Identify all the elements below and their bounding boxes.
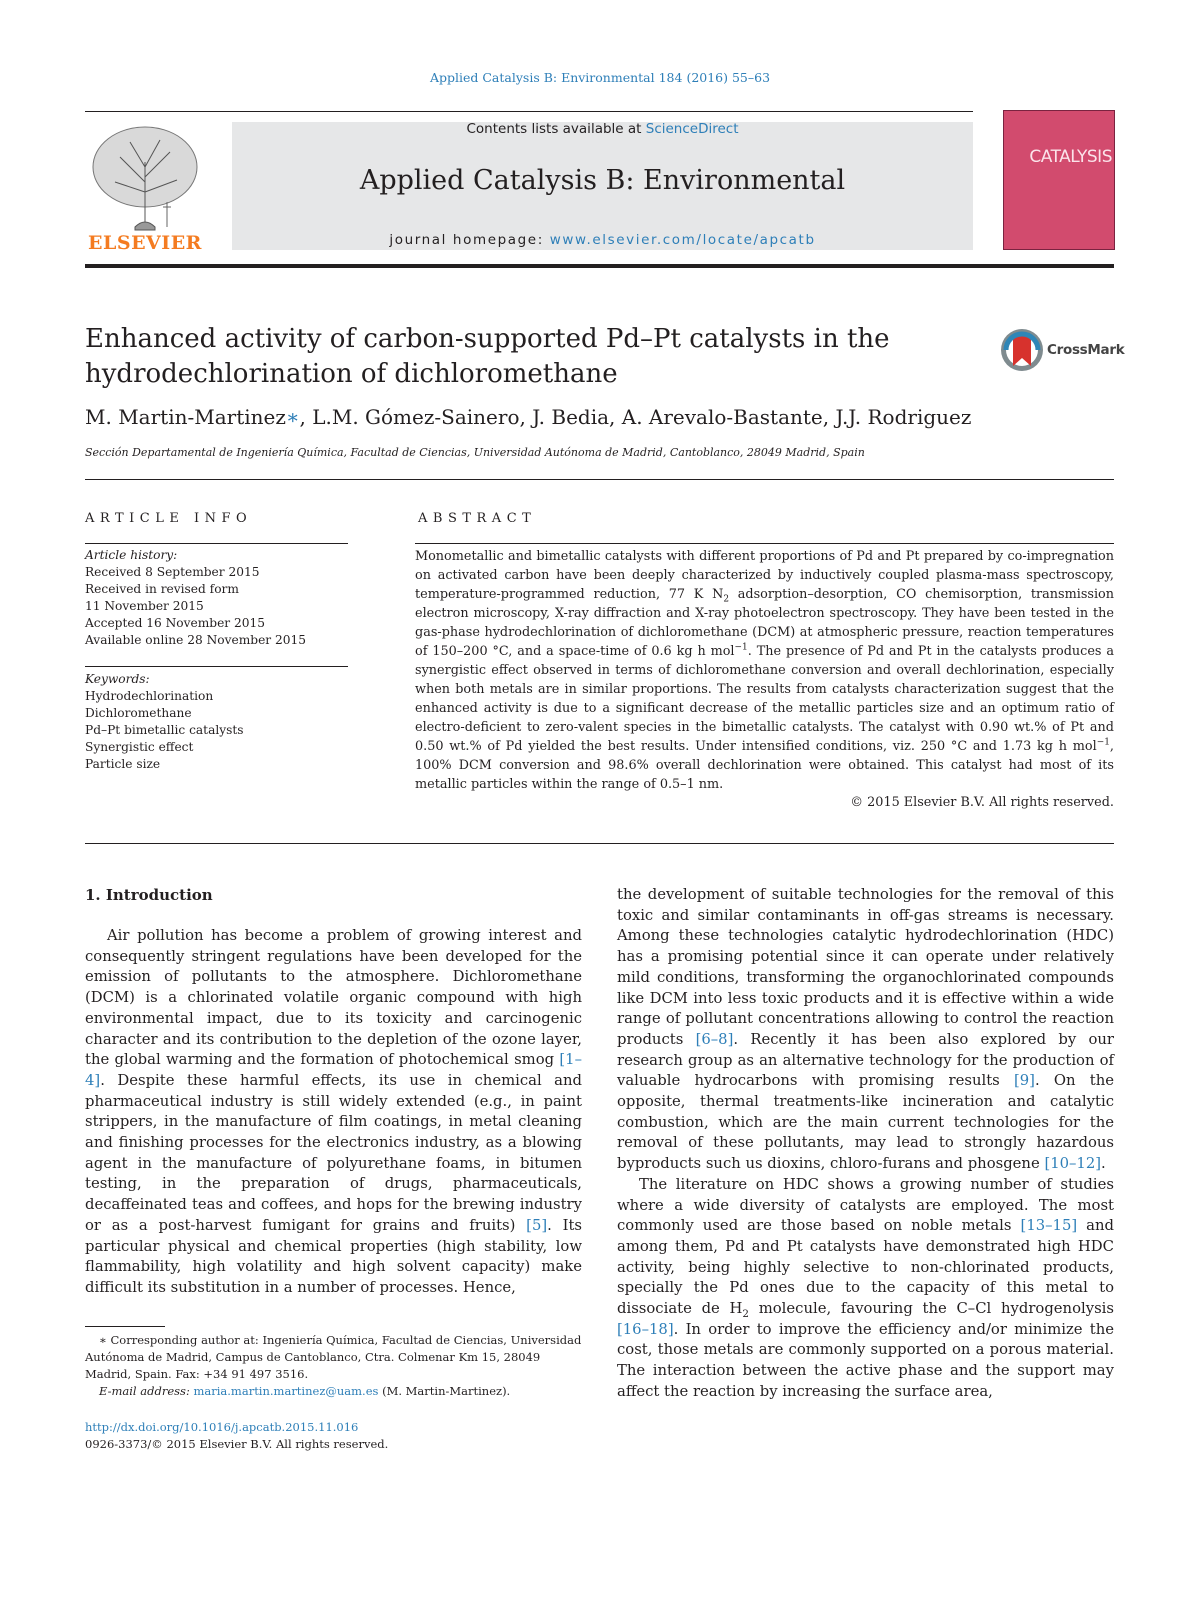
crossmark-label[interactable]: CrossMark (1047, 342, 1125, 358)
superscript: −1 (734, 642, 748, 653)
subscript: 2 (742, 1308, 750, 1321)
text-run: . In order to improve the efficiency and/or minimize the cost, those metals are commonly supported on a porous material. The interaction between the active phase and the support may affect the reaction by increasing the surface area, (617, 1320, 1114, 1400)
text-run: . Despite these harmful effects, its use in chemical and pharmaceutical industry is still widely extended (e.g., in paint strippers, in the manufacture of film coatings, in metal cleaning and finishing processes for the electronics industry, as a blowing agent in the manufacture of polyurethane foams, in bitumen testing, in the preparation of drugs, pharmaceuticals, decaffeinated teas and coffees, and hops for the brewing industry or as a post-harvest fumigant for grains and fruits) (85, 1071, 582, 1234)
article-title (85, 322, 925, 392)
abstract-rule (415, 543, 1114, 544)
abstract-part: , 100% DCM conversion and 98.6% overall dechlorination were obtained. This catalyst had most of its metallic particles within the range of 0.5–1 nm. (415, 739, 1114, 792)
keyword-item: Dichloromethane (85, 706, 192, 720)
keyword-item: Pd–Pt bimetallic catalysts (85, 723, 244, 737)
superscript: −1 (1096, 737, 1110, 748)
elsevier-wordmark: ELSEVIER (88, 232, 202, 254)
crossmark-icon[interactable] (1000, 328, 1044, 372)
history-item: 11 November 2015 (85, 599, 204, 613)
text-run: the development of suitable technologies for the removal of this toxic and similar contaminants in off-gas streams is necessary. Among these technologies catalytic hydrodechlorination (HDC) has a promising potential since it can operate under relatively mild conditions, transforming the organochlorinated compounds like DCM into less toxic products and it is effective within a wide range of pollutant concentrations allowing to control the reaction products (617, 886, 1114, 1048)
body-left-column (85, 926, 582, 1299)
keywords-rule (85, 666, 348, 667)
homepage-link[interactable]: www.elsevier.com/locate/apcatb (549, 232, 816, 248)
corresponding-author-mark[interactable]: ∗ (285, 405, 300, 429)
author-names: , L.M. Gómez-Sainero, J. Bedia, A. Arevalo-Bastante, J.J. Rodriguez (299, 405, 972, 429)
email-label: E-mail address: (99, 1384, 194, 1398)
affiliation: Sección Departamental de Ingeniería Química, Facultad de Ciencias, Universidad Autónoma de Madrid, Cantoblanco, 28049 Madrid, Spain (85, 446, 865, 459)
email-link[interactable]: maria.martin.martinez@uam.es (193, 1384, 379, 1398)
text-run: The literature on HDC shows a growing number of studies where a wide diversity of catalysts are employed. The most commonly used are those based on noble metals (617, 1175, 1114, 1235)
abstract-part: Monometallic and bimetallic catalysts with different proportions of Pd and Pt prepared by co-impregnation on activated carbon have been deeply characterized by inductively coupled plasma-mass spectroscopy, temperature-programmed reduction, 77 K N (415, 549, 1114, 602)
corresponding-author-footnote (85, 1332, 582, 1400)
history-item: Received 8 September 2015 (85, 565, 260, 579)
text-run: and among them, Pd and Pt catalysts have demonstrated high HDC activity, being highly selective to non-chlorinated products, specially the Pd ones due to the capacity of this metal to dissociate de H (617, 1217, 1115, 1318)
title-line-2: hydrodechlorination of dichloromethane (85, 359, 618, 389)
history-item: Accepted 16 November 2015 (85, 616, 266, 630)
citation-link[interactable]: [13–15] (1020, 1217, 1078, 1235)
footnote-email-line (85, 1383, 582, 1400)
keyword-item: Particle size (85, 757, 161, 771)
keywords (85, 671, 348, 773)
text-run: molecule, favouring the C–Cl hydrogenolysis (749, 1300, 1114, 1318)
citation-link[interactable]: [16–18] (617, 1320, 674, 1338)
paragraph (617, 1175, 1114, 1403)
doi-link[interactable]: http://dx.doi.org/10.1016/j.apcatb.2015.11.016 (85, 1420, 359, 1434)
article-info-heading: ARTICLE INFO (85, 511, 253, 526)
email-suffix: (M. Martin-Martinez). (378, 1384, 511, 1398)
journal-cover-thumbnail[interactable] (1003, 110, 1115, 250)
text-run: . (1101, 1155, 1106, 1173)
text-run: . On the opposite, thermal treatments-like incineration and catalytic combustion, which are the main current technologies for the removal of these pollutants, may lead to strongly hazardous byproducts such us dioxins, chloro-furans and phosgene (617, 1072, 1114, 1173)
history-item: Available online 28 November 2015 (85, 633, 306, 647)
section-rule (85, 479, 1114, 480)
header-rule (85, 111, 973, 112)
contents-prefix: Contents lists available at (466, 121, 646, 137)
header-thick-rule (85, 264, 1114, 268)
journal-title: Applied Catalysis B: Environmental (359, 165, 846, 196)
citation-link[interactable]: [6–8] (695, 1030, 734, 1048)
footnote-mark: ∗ (99, 1333, 107, 1347)
doi-block (85, 1419, 388, 1453)
article-history (85, 547, 348, 649)
issn-line: 0926-3373/© 2015 Elsevier B.V. All rights reserved. (85, 1437, 389, 1451)
journal-citation[interactable]: Applied Catalysis B: Environmental 184 (2016) 55–63 (429, 70, 771, 85)
subscript: 2 (723, 594, 730, 605)
journal-homepage (232, 232, 973, 248)
citation-link[interactable]: [5] (526, 1216, 548, 1234)
homepage-prefix: journal homepage: (389, 232, 550, 248)
abstract-copyright: © 2015 Elsevier B.V. All rights reserved. (850, 795, 1114, 810)
abstract-bottom-rule (85, 843, 1114, 844)
footnote-body: Corresponding author at: Ingeniería Química, Facultad de Ciencias, Universidad Autónoma de Madrid, Campus de Cantoblanco, Ctra. Colmenar Km 15, 28049 Madrid, Spain. Fax: +34 91 497 3516. (85, 1333, 582, 1381)
abstract-part: adsorption–desorption, CO chemisorption, transmission electron microscopy, X-ray diffraction and X-ray photoelectron spectroscopy. They have been tested in the gas-phase hydrodechlorination of dichloromethane (DCM) at atmospheric pressure, reaction temperatures of 150–200 °C, and a space-time of 0.6 kg h mol (415, 587, 1114, 659)
contents-line (232, 121, 973, 137)
abstract-text (415, 547, 1114, 794)
article-info-rule (85, 543, 348, 544)
text-run: . Its particular physical and chemical properties (high stability, low flammability, high volatility and high solvent capacity) make difficult its substitution in a number of processes. Hence, (85, 1216, 582, 1296)
author-list (85, 405, 1115, 429)
citation-link[interactable]: [1–4] (85, 1051, 582, 1089)
paragraph (617, 885, 1114, 1175)
text-run: . Recently it has been also explored by our research group as an alternative technology for the production of valuable hydrocarbons with promising results (617, 1030, 1114, 1090)
history-label: Article history: (85, 548, 178, 562)
abstract-heading: ABSTRACT (418, 511, 537, 526)
citation-link[interactable]: [9] (1014, 1072, 1035, 1090)
history-item: Received in revised form (85, 582, 239, 596)
text-run: Air pollution has become a problem of growing interest and consequently stringent regulations have been developed for the emission of pollutants to the atmosphere. Dichloromethane (DCM) is a chlorinated volatile organic compound with high environmental impact, due to its toxicity and carcinogenic character and its contribution to the depletion of the ozone layer, the global warming and the formation of photochemical smog (85, 927, 582, 1069)
footnote-rule (85, 1326, 165, 1327)
paragraph (85, 926, 582, 1299)
sciencedirect-link[interactable]: ScienceDirect (645, 121, 739, 137)
cover-title: CATALYSIS (1029, 147, 1112, 167)
footnote-text (85, 1332, 582, 1383)
citation-link[interactable]: [10–12] (1044, 1155, 1102, 1173)
title-line-1: Enhanced activity of carbon-supported Pd–Pt catalysts in the (85, 324, 890, 354)
keyword-item: Hydrodechlorination (85, 689, 214, 703)
author-name: M. Martin-Martinez (85, 405, 286, 429)
keywords-label: Keywords: (85, 672, 150, 686)
abstract-part: . The presence of Pd and Pt in the catalysts produces a synergistic effect observed in terms of dichloromethane conversion and overall dechlorination, especially when both metals are in similar proportions. The results from catalysts characterization suggest that the enhanced activity is due to a significant decrease of the metallic particles size and an optimum ratio of electro-deficient to zero-valent species in the bimetallic catalysts. The catalyst with 0.90 wt.% of Pt and 0.50 wt.% of Pd yielded the best results. Under intensified conditions, viz. 250 °C and 1.73 kg h mol (415, 644, 1114, 754)
introduction-heading: 1. Introduction (85, 886, 213, 904)
body-right-column (617, 885, 1114, 1403)
keyword-item: Synergistic effect (85, 740, 194, 754)
